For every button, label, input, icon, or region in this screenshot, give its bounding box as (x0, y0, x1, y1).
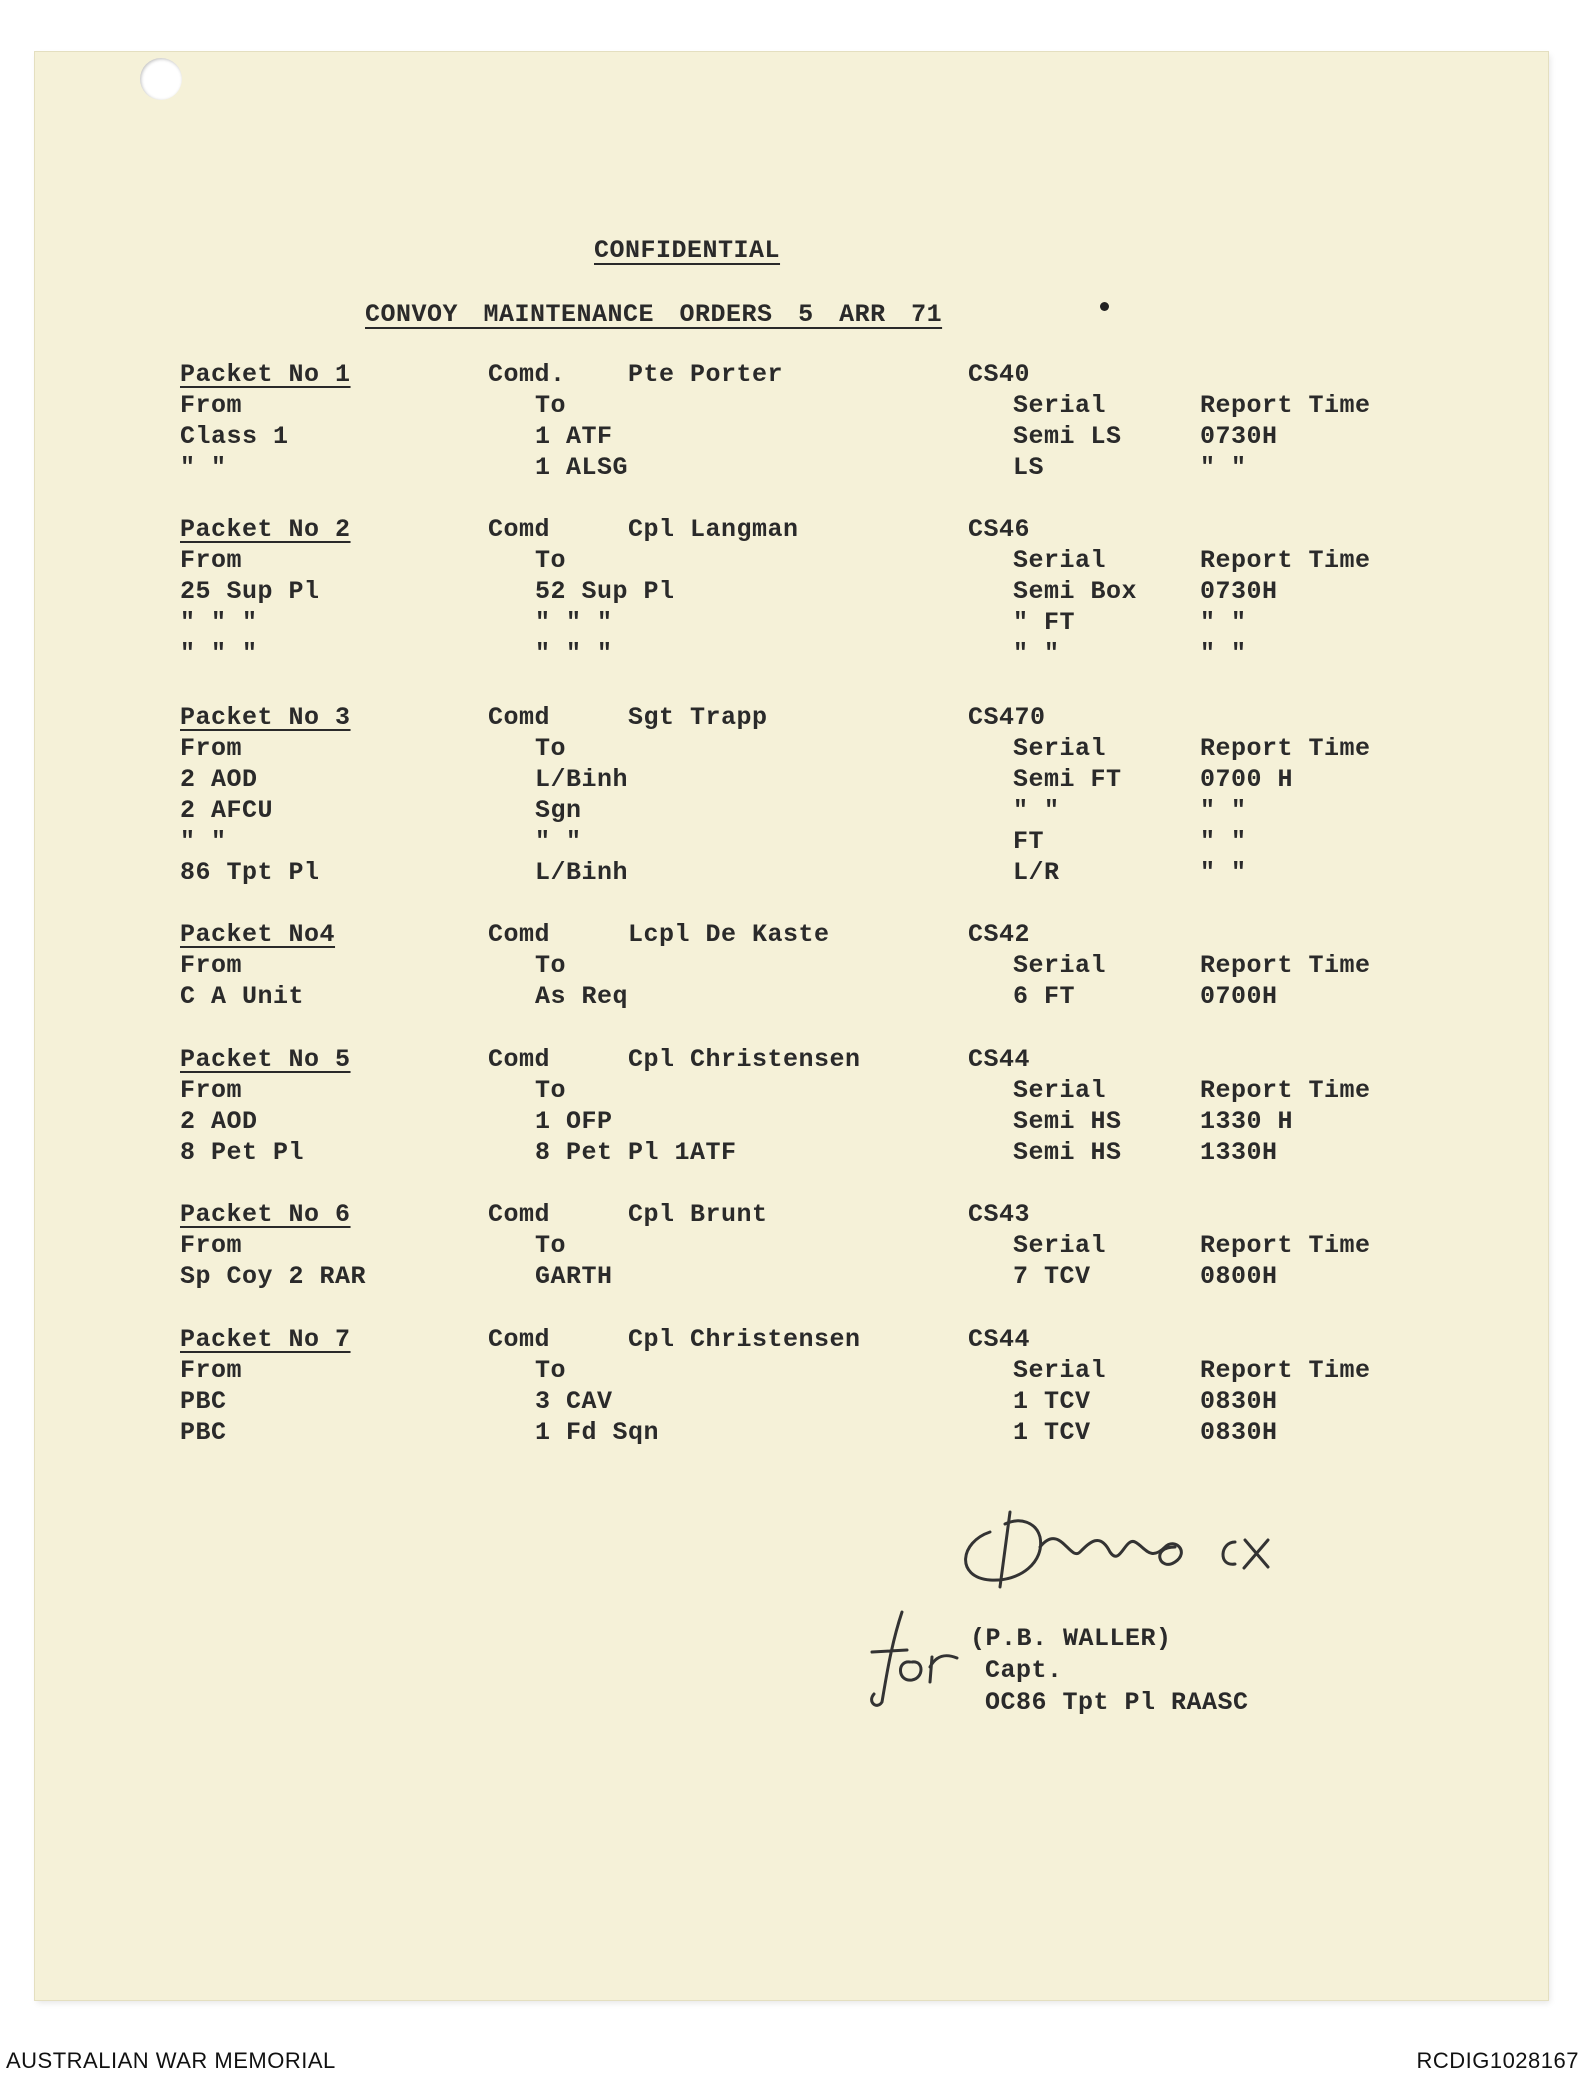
row-from: 25 Sup Pl (180, 577, 320, 606)
callsign: CS470 (968, 703, 1046, 732)
to-header: To (535, 546, 567, 575)
row-serial: " " (1013, 796, 1060, 825)
row-from: 2 AOD (180, 1107, 258, 1136)
from-header: From (180, 734, 243, 763)
to-header: To (535, 734, 567, 763)
to-header: To (535, 951, 567, 980)
serial-header: Serial (1013, 951, 1107, 980)
document-page (35, 52, 1548, 2000)
row-from: Class 1 (180, 422, 289, 451)
row-serial: Semi Box (1013, 577, 1138, 606)
row-serial: LS (1013, 453, 1045, 482)
serial-header: Serial (1013, 1231, 1107, 1260)
packet-label: Packet No 5 (180, 1045, 351, 1074)
to-header: To (535, 391, 567, 420)
row-report-time: " " (1200, 639, 1247, 668)
callsign: CS43 (968, 1200, 1031, 1229)
commander-name: Cpl Christensen (628, 1325, 861, 1354)
packet-label: Packet No 7 (180, 1325, 351, 1354)
row-report-time: " " (1200, 796, 1247, 825)
report-time-header: Report Time (1200, 951, 1371, 980)
packet-label: Packet No 2 (180, 515, 351, 544)
packet-label: Packet No 3 (180, 703, 351, 732)
report-time-header: Report Time (1200, 1231, 1371, 1260)
from-header: From (180, 546, 243, 575)
row-to: 1 Fd Sqn (535, 1418, 660, 1447)
commander-name: Pte Porter (628, 360, 784, 389)
row-report-time: 0730H (1200, 577, 1278, 606)
row-serial: 1 TCV (1013, 1387, 1091, 1416)
comd-label: Comd (488, 1045, 551, 1074)
commander-name: Cpl Brunt (628, 1200, 768, 1229)
from-header: From (180, 1356, 243, 1385)
from-header: From (180, 1076, 243, 1105)
to-header: To (535, 1356, 567, 1385)
serial-header: Serial (1013, 546, 1107, 575)
from-header: From (180, 1231, 243, 1260)
packet-label: Packet No 6 (180, 1200, 351, 1229)
row-report-time: 0700H (1200, 982, 1278, 1011)
row-serial: L/R (1013, 858, 1060, 887)
comd-label: Comd (488, 1325, 551, 1354)
from-header: From (180, 391, 243, 420)
commander-name: Cpl Langman (628, 515, 799, 544)
row-to: 1 OFP (535, 1107, 613, 1136)
row-serial: 1 TCV (1013, 1418, 1091, 1447)
report-time-header: Report Time (1200, 734, 1371, 763)
report-time-header: Report Time (1200, 1356, 1371, 1385)
to-header: To (535, 1231, 567, 1260)
row-from: 2 AOD (180, 765, 258, 794)
row-report-time: 0830H (1200, 1387, 1278, 1416)
comd-label: Comd (488, 920, 551, 949)
signatory-appointment: OC86 Tpt Pl RAASC (985, 1688, 1249, 1717)
comd-label: Comd (488, 515, 551, 544)
row-from: C A Unit (180, 982, 305, 1011)
row-report-time: 0730H (1200, 422, 1278, 451)
row-serial: Semi FT (1013, 765, 1122, 794)
to-header: To (535, 1076, 567, 1105)
commander-name: Cpl Christensen (628, 1045, 861, 1074)
row-report-time: 1330 H (1200, 1107, 1294, 1136)
row-from: PBC (180, 1418, 227, 1447)
serial-header: Serial (1013, 1076, 1107, 1105)
signatory-rank: Capt. (985, 1656, 1063, 1685)
footer-reference: RCDIG1028167 (1416, 2048, 1579, 2073)
row-from: 86 Tpt Pl (180, 858, 320, 887)
row-from: PBC (180, 1387, 227, 1416)
punch-hole (140, 58, 182, 100)
row-from: Sp Coy 2 RAR (180, 1262, 367, 1291)
confidential-header: CONFIDENTIAL (594, 236, 781, 265)
row-from: 2 AFCU (180, 796, 274, 825)
row-serial: Semi HS (1013, 1138, 1122, 1167)
row-to: L/Binh (535, 858, 629, 887)
row-serial: " FT (1013, 608, 1076, 637)
row-to: " " " (535, 639, 613, 668)
ink-mark (1100, 302, 1109, 311)
commander-name: Lcpl De Kaste (628, 920, 830, 949)
row-to: 1 ALSG (535, 453, 629, 482)
row-serial: Semi HS (1013, 1107, 1122, 1136)
row-serial: 6 FT (1013, 982, 1076, 1011)
row-report-time: " " (1200, 858, 1247, 887)
row-to: 8 Pet Pl 1ATF (535, 1138, 737, 1167)
row-serial: 7 TCV (1013, 1262, 1091, 1291)
serial-header: Serial (1013, 734, 1107, 763)
signatory-name: (P.B. WALLER) (970, 1624, 1172, 1653)
row-report-time: 0700 H (1200, 765, 1294, 794)
serial-header: Serial (1013, 1356, 1107, 1385)
row-to: Sgn (535, 796, 582, 825)
comd-label: Comd. (488, 360, 566, 389)
handwritten-for (862, 1602, 972, 1712)
row-report-time: 0830H (1200, 1418, 1278, 1447)
callsign: CS46 (968, 515, 1031, 544)
row-report-time: " " (1200, 453, 1247, 482)
row-to: As Req (535, 982, 629, 1011)
callsign: CS42 (968, 920, 1031, 949)
row-report-time: " " (1200, 608, 1247, 637)
row-report-time: 1330H (1200, 1138, 1278, 1167)
callsign: CS44 (968, 1045, 1031, 1074)
callsign: CS40 (968, 360, 1031, 389)
report-time-header: Report Time (1200, 546, 1371, 575)
commander-name: Sgt Trapp (628, 703, 768, 732)
packet-label: Packet No 1 (180, 360, 351, 389)
row-to: " " (535, 827, 582, 856)
row-to: " " " (535, 608, 613, 637)
report-time-header: Report Time (1200, 391, 1371, 420)
callsign: CS44 (968, 1325, 1031, 1354)
row-to: GARTH (535, 1262, 613, 1291)
row-serial: FT (1013, 827, 1045, 856)
row-to: 52 Sup Pl (535, 577, 675, 606)
document-title: CONVOY MAINTENANCE ORDERS 5 ARR 71 (365, 300, 943, 329)
handwritten-signature (950, 1492, 1310, 1602)
row-report-time: 0800H (1200, 1262, 1278, 1291)
row-from: " " (180, 453, 227, 482)
row-report-time: " " (1200, 827, 1247, 856)
comd-label: Comd (488, 1200, 551, 1229)
row-from: " " " (180, 608, 258, 637)
comd-label: Comd (488, 703, 551, 732)
row-from: " " (180, 827, 227, 856)
row-to: 1 ATF (535, 422, 613, 451)
row-serial: Semi LS (1013, 422, 1122, 451)
from-header: From (180, 951, 243, 980)
row-serial: " " (1013, 639, 1060, 668)
row-from: " " " (180, 639, 258, 668)
packet-label: Packet No4 (180, 920, 336, 949)
row-from: 8 Pet Pl (180, 1138, 305, 1167)
row-to: 3 CAV (535, 1387, 613, 1416)
report-time-header: Report Time (1200, 1076, 1371, 1105)
serial-header: Serial (1013, 391, 1107, 420)
row-to: L/Binh (535, 765, 629, 794)
footer-source: AUSTRALIAN WAR MEMORIAL (6, 2048, 336, 2073)
